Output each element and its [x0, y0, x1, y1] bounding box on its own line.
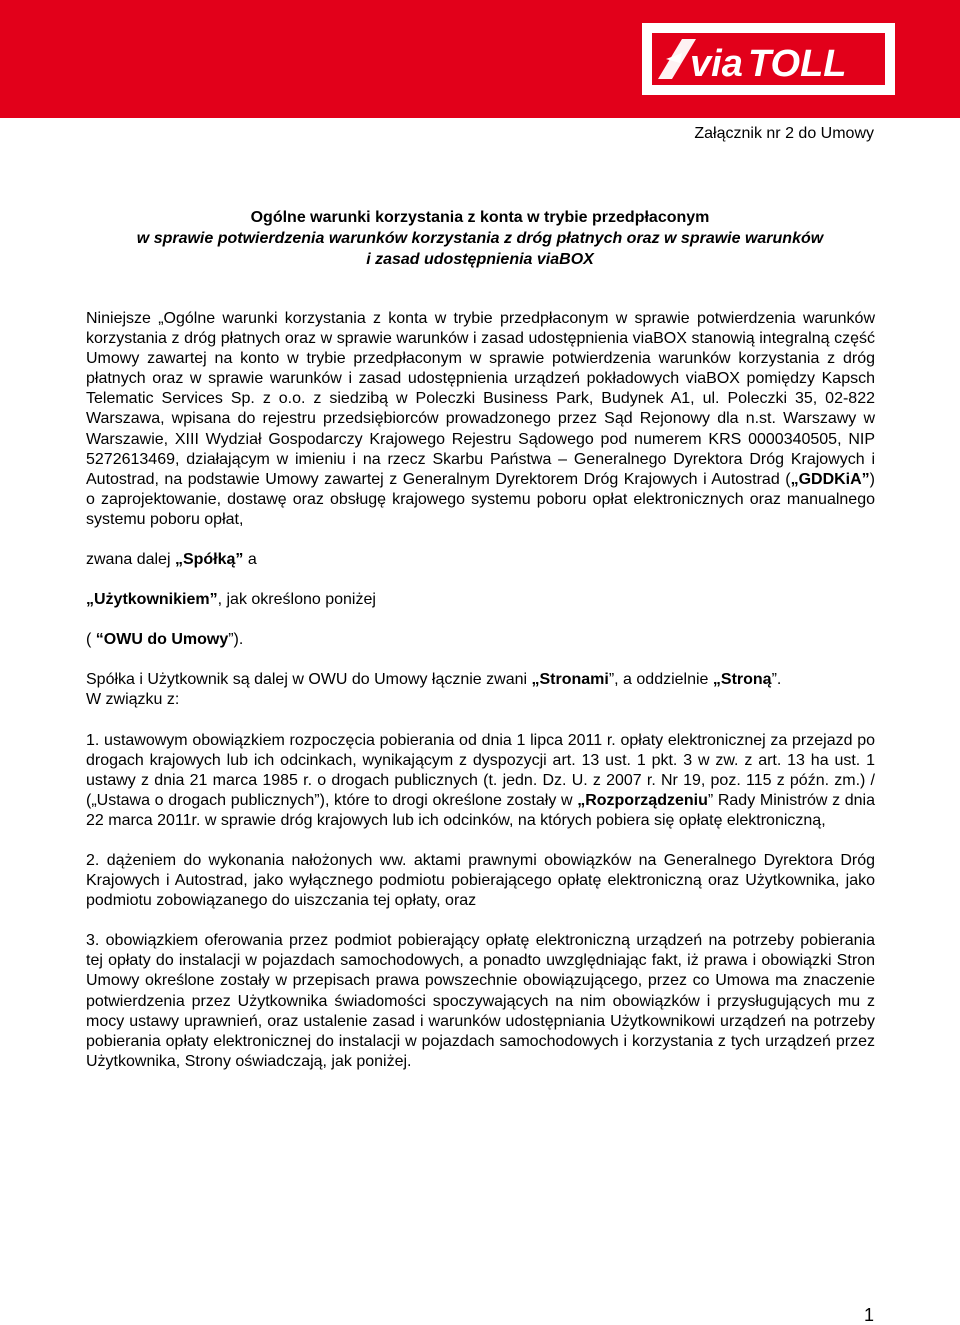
- viatoll-logo: [642, 23, 895, 95]
- uzytkownik-term: „Użytkownikiem”: [86, 591, 218, 609]
- title-line-1: Ogólne warunki korzystania z konta w trybie przedpłaconym: [250, 209, 710, 226]
- gddkia-term: „GDDKiA”: [790, 470, 870, 488]
- strony-pre: Spółka i Użytkownik są dalej w OWU do Umowy łącznie zwani: [86, 671, 532, 689]
- spolka-term: „Spółką”: [174, 551, 244, 569]
- owu-term: “OWU do Umowy: [95, 631, 229, 649]
- title-line-3: i zasad udostępnienia viaBOX: [366, 251, 594, 268]
- stronami-term: „Stronami: [531, 671, 609, 689]
- w-zwiazku-z: W związku z:: [86, 691, 180, 709]
- list-item-3: 3. obowiązkiem oferowania przez podmiot pobierający opłatę elektroniczną urządzeń na potrzeby pobierania tej opłaty do instalacji w pojazdach samochodowych, a ponadto uwzględniając fakt, iż prawa i obowiązki Stron Umowy określone zostały w przepisach prawa powszechnie obowiązującego, przez co Umowa ma znaczenie potwierdzenia przez Użytkownika świadomości spoczywających na nim obowiązków i przysługujących mu z mocy ustawy uprawnień, oraz ustalenie zasad i warunków udostępniania Użytkownikowi urządzeń na potrzeby pobierania opłaty elektronicznej do instalacji w pojazdach samochodowych i korzystania z tych urządzeń przez Użytkownika, Strony oświadczają, jak poniżej.: [86, 932, 875, 1070]
- intro-text: Niniejsze „Ogólne warunki korzystania z konta w trybie przedpłaconym w sprawie potwierdzenia warunków korzystania z dróg płatnych oraz w sprawie warunków i zasad udostępnienia viaBOX stanowią integralną część Umowy zawartej na konto w trybie przedpłaconym w sprawie potwierdzenia warunków korzystania z dróg płatnych oraz w sprawie warunków i zasad udostępnienia urządzeń pokładowych viaBOX pomiędzy Kapsch Telematic Services Sp. z o.o. z siedzibą w Poleczki Business Park, Budynek A1, ul. Poleczki 35, 02-822 Warszawa, wpisana do rejestru przedsiębiorców prowadzonego przez Sąd Rejonowy dla n.st. Warszawy w Warszawie, XIII Wydział Gospodarczy Krajowego Rejestru Sądowego pod numerem KRS 0000340505, NIP 5272613469, działającym w imieniu i na rzecz Skarbu Państwa – Generalnego Dyrektora Dróg Krajowych i Autostrad, na podstawie Umowy zawartej z Generalnym Dyrektorem Dróg Krajowych i Autostrad (: [86, 310, 875, 488]
- uzytkownik-definition: [86, 590, 875, 610]
- strony-end: ”.: [771, 671, 782, 689]
- document-title: [86, 207, 874, 270]
- annex-label: Załącznik nr 2 do Umowy: [694, 125, 874, 142]
- viatoll-logo-graphic: [642, 23, 895, 95]
- title-line-2: w sprawie potwierdzenia warunków korzystania z dróg płatnych oraz w sprawie warunków: [136, 230, 824, 247]
- document-body: [86, 309, 875, 1072]
- logo-text-via: via: [690, 43, 743, 85]
- strona-term: „Stroną: [712, 671, 772, 689]
- owu-close: ”).: [228, 631, 244, 649]
- header-band: [0, 0, 960, 118]
- list-item-2: 2. dążeniem do wykonania nałożonych ww. aktami prawnymi obowiązków na Generalnego Dyrektora Dróg Krajowych i Autostrad, jako wyłącznego podmiotu pobierającego opłatę elektroniczną oraz Użytkownika, jako podmiotu zobowiązanego do uiszczania tej opłaty, oraz: [86, 851, 875, 910]
- strony-definition: [86, 670, 875, 690]
- rozporzadzenie-term: „Rozporządzeniu: [577, 791, 708, 809]
- uzytkownik-def-text: , jak określono poniżej: [217, 591, 376, 609]
- spolka-definition: [86, 550, 875, 570]
- strony-mid: ”, a oddzielnie: [608, 671, 713, 689]
- owu-open: (: [86, 631, 96, 649]
- spolka-def-a: a: [243, 551, 257, 569]
- owu-definition: [86, 630, 875, 650]
- logo-text-toll: TOLL: [748, 43, 847, 85]
- item-1-text-end: ” Rady Ministrów z dnia 22 marca 2011r. w sprawie dróg krajowych lub ich odcinków, na których pobiera się opłatę elektroniczną,: [86, 791, 875, 829]
- spolka-def-text: zwana dalej: [86, 551, 175, 569]
- list-item-1: [86, 731, 875, 831]
- intro-text-end: ) o zaprojektowanie, dostawę oraz obsługę krajowego systemu poboru opłat elektronicznych oraz manualnego systemu poboru opłat,: [86, 470, 875, 528]
- page-number: 1: [863, 1305, 874, 1325]
- item-1-text: 1. ustawowym obowiązkiem rozpoczęcia pobierania od dnia 1 lipca 2011 r. opłaty elektronicznej za przejazd po drogach krajowych lub ich odcinkach, wynikającym z dyspozycji art. 13 ust. 1 pkt. 3 w zw. z art. 13 ha ust. 1 ustawy z dnia 21 marca 1985 r. o drogach publicznych (t. jedn. Dz. U. z 2007 r. Nr 19, poz. 115 z późn. zm.) / („Ustawa o drogach publicznych”), które to drogi określone zostały w: [86, 731, 875, 809]
- intro-paragraph: [86, 309, 875, 530]
